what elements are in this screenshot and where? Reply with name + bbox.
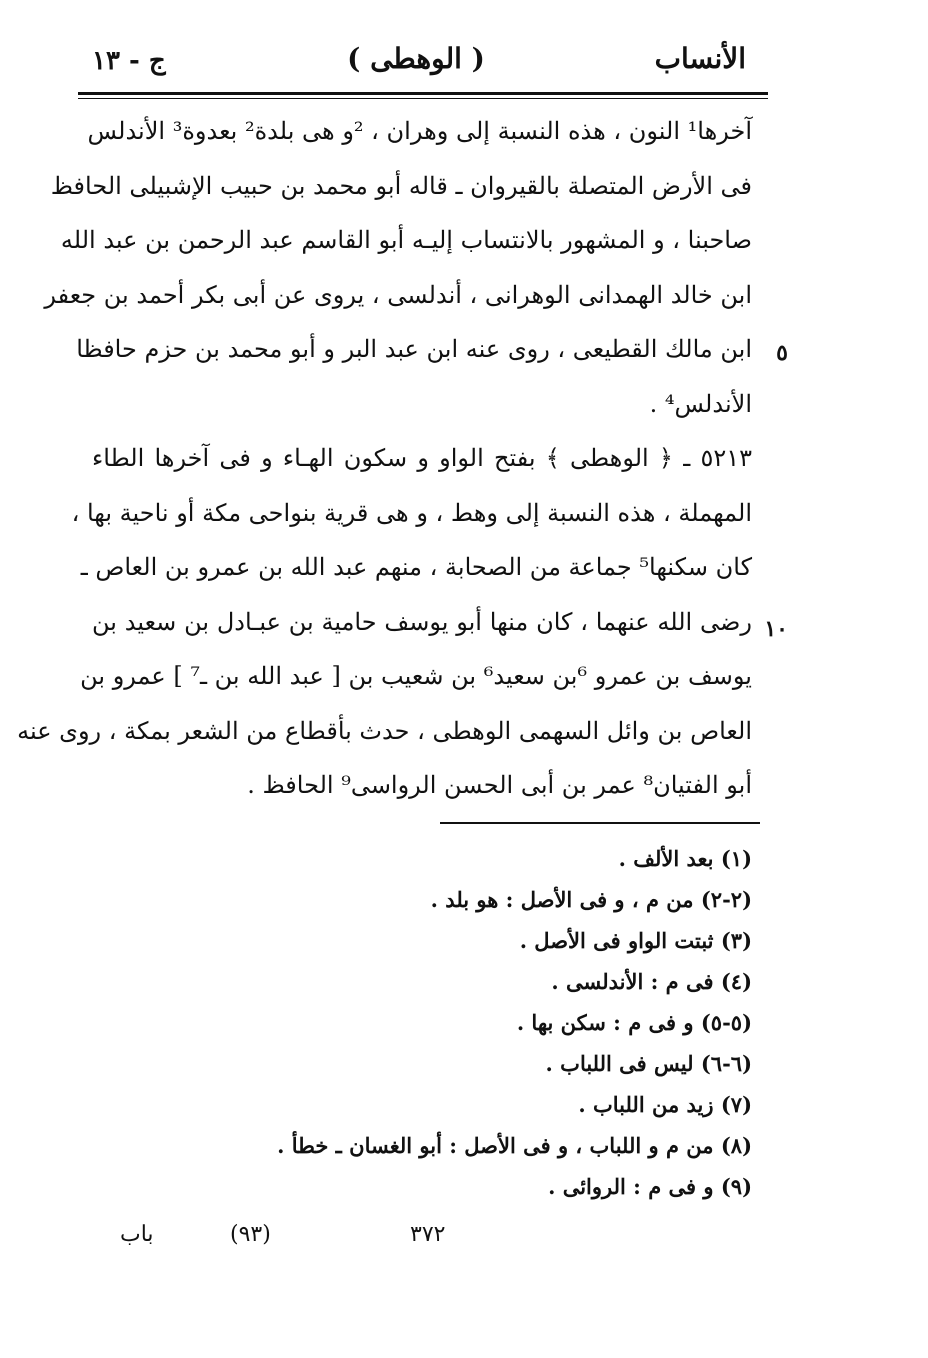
- book-title: الأنساب: [654, 42, 746, 75]
- text-line: كان سكنها⁵ جماعة من الصحابة ، منهم عبد الله بن عمرو بن العاص ـ: [80, 553, 752, 581]
- footnote: (٧) زيد من اللباب .: [578, 1092, 752, 1117]
- footnote-rule: [440, 822, 760, 824]
- text-line: الأندلس⁴ .: [649, 389, 752, 418]
- main-text: [17, 104, 752, 813]
- footnote: (٩) و فى م : الروائى .: [548, 1174, 752, 1199]
- footnote: (٦-٦) ليس فى اللباب .: [545, 1051, 752, 1076]
- text-line: يوسف بن عمرو ⁶بن سعيد⁶ بن شعيب بن [ عبد الله بن ـ⁷ ] عمرو بن: [80, 662, 752, 690]
- text-line: العاص بن وائل السهمى الوهطى ، حدث بأقطاع من الشعر بمكة ، روى عنه: [17, 716, 752, 745]
- line-number-10: ١٠: [764, 616, 788, 642]
- footnote: (٢-٢) من م ، و فى الأصل : هو بلد .: [430, 887, 752, 912]
- line-number-5: ٥: [776, 340, 788, 366]
- entry-heading-line: ٥٢١٣ ـ ﴿ الوهطى ﴾ بفتح الواو و سكون الهـاء و فى آخرها الطاء: [92, 444, 752, 472]
- text-line: رضى الله عنهما ، كان منها أبو يوسف حامية بن عبـادل بن سعيد بن: [92, 607, 752, 636]
- text-line: صاحبنا ، و المشهور بالانتساب إليـه أبو القاسم عبد الرحمن بن عبد الله: [60, 226, 752, 254]
- footnote: (٥-٥) و فى م : سكن بها .: [516, 1010, 752, 1035]
- text-line: ابن خالد الهمدانى الوهرانى ، أندلسى ، يروى عن أبى بكر أحمد بن جعفر: [44, 280, 752, 309]
- text-line: فى الأرض المتصلة بالقيروان ـ قاله أبو محمد بن حبيب الإشبيلى الحافظ: [50, 171, 752, 200]
- text-line: ابن مالك القطيعى ، روى عنه ابن عبد البر و أبو محمد بن حزم حافظا: [76, 335, 752, 363]
- sheet-label: باب: [120, 1222, 154, 1247]
- page-footer: [100, 1222, 480, 1262]
- text-line: المهملة ، هذه النسبة إلى وهط ، و هى قرية بنواحى مكة أو ناحية بها ،: [71, 498, 752, 527]
- header-rule-thin: [78, 98, 768, 99]
- running-header: [86, 38, 746, 90]
- footnote: (٨) من م و اللباب ، و فى الأصل : أبو الغسان ـ خطأ .: [277, 1133, 752, 1158]
- entry-title: ( الوهطى ): [347, 42, 485, 75]
- page-number: ٣٧٢: [410, 1222, 446, 1247]
- footnote: (٣) ثبتت الواو فى الأصل .: [519, 928, 752, 953]
- bracket-number: (٩٣): [230, 1222, 271, 1247]
- footnote: (٤) فى م : الأندلسى .: [551, 969, 752, 994]
- text-line: آخرها¹ النون ، هذه النسبة إلى وهران ، ²و هى بلدة² بعدوة³ الأندلس: [87, 117, 752, 145]
- volume-number: ج - ١٣: [92, 46, 166, 76]
- header-rule: [78, 92, 768, 95]
- footnote: (١) بعد الألف .: [618, 846, 752, 871]
- text-line: أبو الفتيان⁸ عمر بن أبى الحسن الرواسى⁹ الحافظ .: [247, 771, 752, 799]
- footnotes: [192, 838, 752, 1207]
